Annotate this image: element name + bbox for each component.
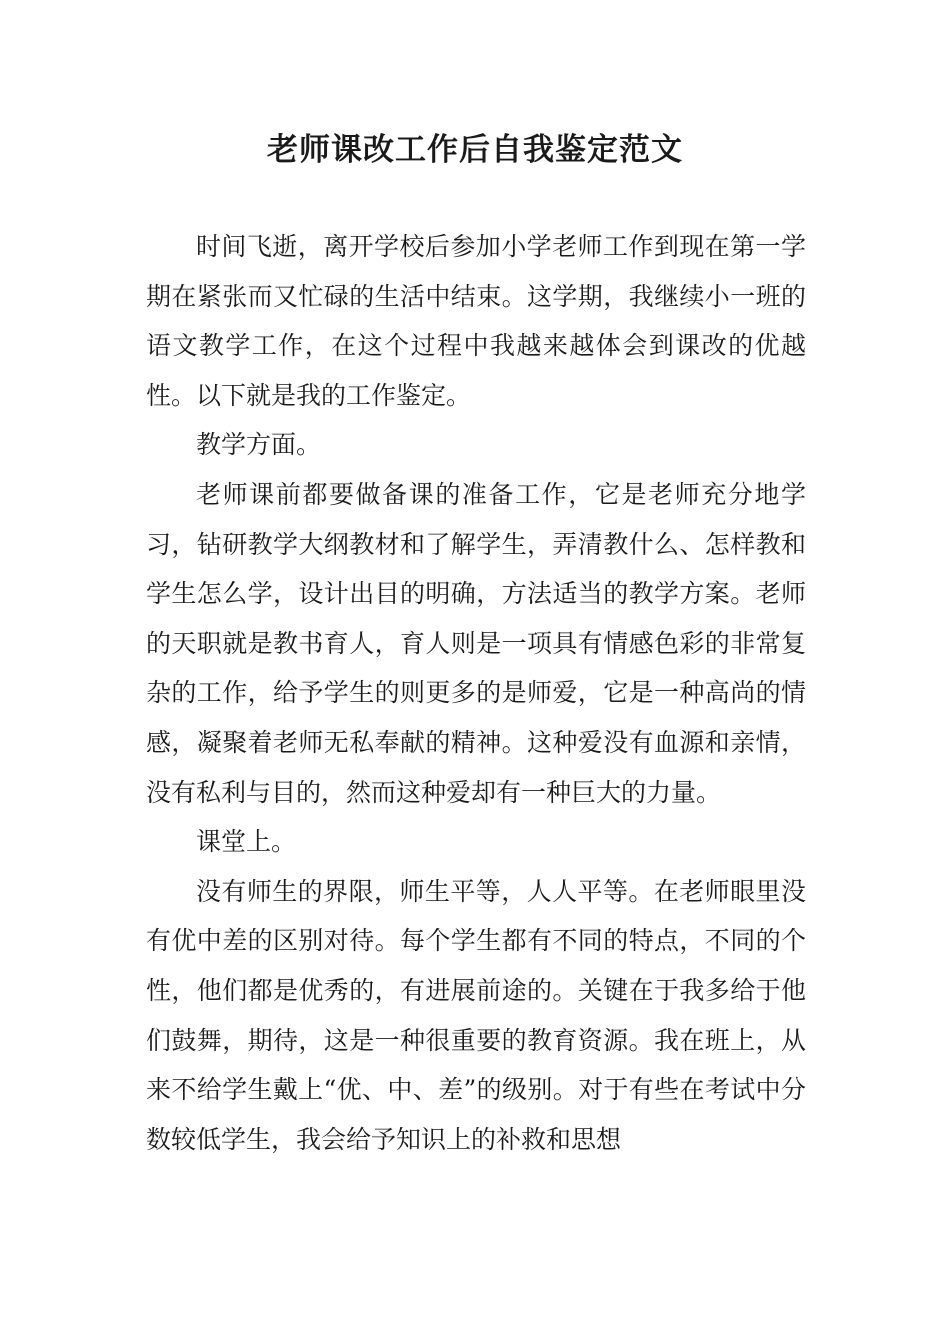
paragraph-heading-teaching: 教学方面。 (196, 430, 322, 460)
paragraph-lesson-prep: 老师课前都要做备课的准备工作，它是老师充分地学习，钻研教学大纲教材和了解学生，弄清教什么、怎样教和学生怎么学，设计出目的明确，方法适当的教学方案。老师的天职就是教书育人，育人则是一项具有情感色彩的非常复杂的工作，给予学生的则更多的是师爱，它是一种高尚的情感，凝聚着老师无私奉献的精神。这种爱没有血源和亲情，没有私利与目的，然而这种爱却有一种巨大的力量。 (146, 479, 806, 807)
paragraph-heading-classroom: 课堂上。 (196, 827, 297, 857)
paragraph-intro: 时间飞逝，离开学校后参加小学老师工作到现在第一学期在紧张而又忙碌的生活中结束。这学期，我继续小一班的语文教学工作，在这个过程中我越来越体会到课改的优越性。以下就是我的工作鉴定。 (146, 232, 806, 410)
document-title: 老师课改工作后自我鉴定范文 (267, 132, 683, 168)
paragraph-equality: 没有师生的界限，师生平等，人人平等。在老师眼里没有优中差的区别对待。每个学生都有不同的特点，不同的个性，他们都是优秀的，有进展前途的。关键在于我多给于他们鼓舞，期待，这是一种很重要的教育资源。我在班上，从来不给学生戴上“优、中、差”的级别。对于有些在考试中分数较低学生，我会给予知识上的补救和思想 (146, 876, 806, 1154)
document-body (146, 222, 806, 1164)
